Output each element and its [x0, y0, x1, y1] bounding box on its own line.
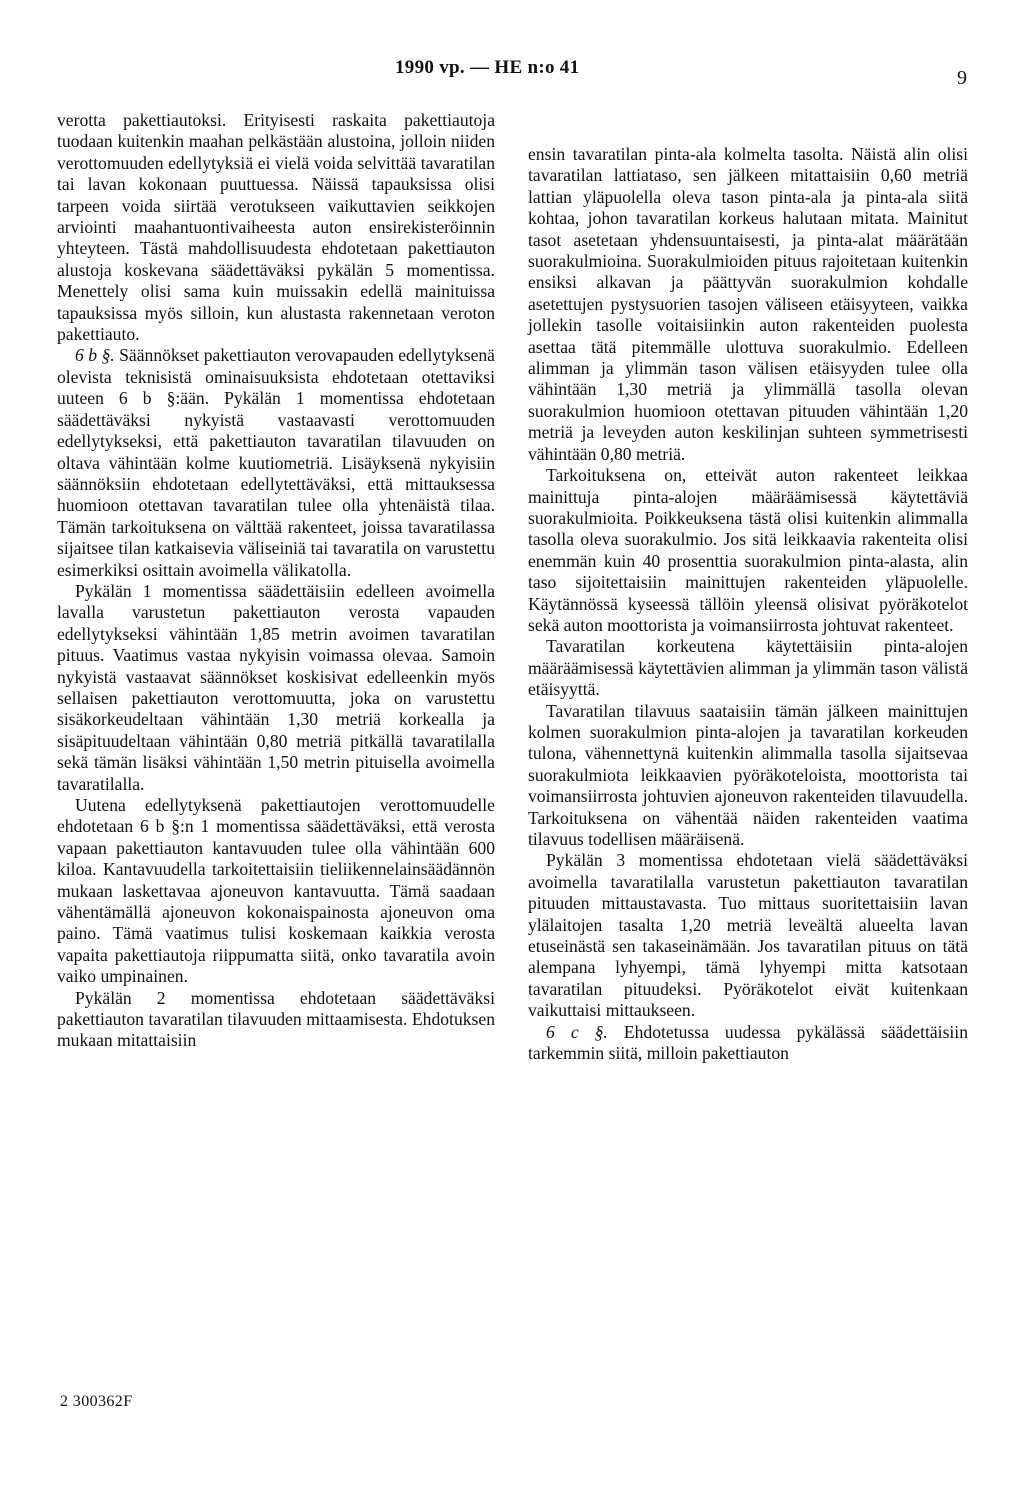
- paragraph: Pykälän 3 momentissa ehdotetaan vielä säädettäväksi avoimella tavaratilalla varustetun pakettiauton tavaratilan pituuden mittaustavasta. Tuo mittaus suoritettaisiin lavan ylälaitojen tasalta 1,20 metriä leveältä alueelta lavan etuseinästä sen takaseinämään. Jos tavaratilan pituus on tätä alempana lyhyempi, tämä lyhyempi mitta katsotaan tavaratilan pituudeksi. Pyöräkotelot eivät kuitenkaan vaikuttaisi mittaukseen.: [528, 850, 968, 1021]
- paragraph-text: Ehdotetussa uudessa pykälässä säädettäisiin tarkemmin siitä, milloin pakettiauton: [528, 1021, 968, 1064]
- paragraph: verotta pakettiautoksi. Erityisesti raskaita pakettiautoja tuodaan kuitenkin maahan pelkästään alustoina, jolloin niiden verottomuuden edellytyksiä ei vielä voida selvittää tavaratilan tai lavan kokonaan puuttuessa. Näissä tapauksissa olisi tarpeen voida siirtää verotukseen vaikuttavien seikkojen arviointi maahantuontivaiheesta auton ensirekisteröinnin yhteyteen. Tästä mahdollisuudesta ehdotetaan pakettiauton alustoja koskevana säädettäväksi pykälän 5 momentissa. Menettely olisi sama kuin muissakin edellä mainituissa tapauksissa myös silloin, kun alustasta rakennetaan veroton pakettiauto.: [57, 110, 495, 345]
- paragraph: Pykälän 1 momentissa säädettäisiin edelleen avoimella lavalla varustetun pakettiauton verosta vapauden edellytykseksi vähintään 1,85 metrin avoimen tavaratilan pituus. Vaatimus vastaa nykyisin voimassa olevaa. Samoin nykyistä vastaavat säännökset koskisivat edelleenkin myös sellaisen pakettiauton verottomuutta, joka on varustettu sisäkorkeudeltaan vähintään 1,30 metriä korkealla ja sisäpituudeltaan vähintään 0,80 metriä pitkällä tavaratilalla sekä tämän lisäksi vähintään 1,50 metrin pituisella avoimella tavaratilalla.: [57, 580, 495, 794]
- left-column: [57, 110, 495, 1052]
- right-column: [528, 144, 968, 1064]
- paragraph: Tarkoituksena on, etteivät auton rakenteet leikkaa mainittuja pinta-alojen määräämisessä käytettäviä suorakulmioita. Poikkeuksena tästä olisi kuitenkin alimmalla tasolla oleva suorakulmio. Jos sitä leikkaavia rakenteita olisi enemmän kuin 40 prosenttia suorakulmion pinta-alasta, alin taso sijoitettaisiin mainittujen rakenteiden yläpuolelle. Käytännössä kyseessä tällöin yleensä olisivat pyöräkotelot sekä auton moottorista ja voimansiirrosta johtuvat rakenteet.: [528, 465, 968, 635]
- paragraph: [528, 1022, 968, 1065]
- paragraph: [57, 345, 495, 580]
- page-header: [0, 57, 1024, 87]
- paragraph: Tavaratilan korkeutena käytettäisiin pinta-alojen määräämisessä käytettävien alimman ja ylimmän tason välistä etäisyyttä.: [528, 636, 968, 700]
- paragraph: ensin tavaratilan pinta-ala kolmelta tasolta. Näistä alin olisi tavaratilan lattiataso, sen jälkeen mitattaisiin 0,60 metriä lattian yläpuolella oleva tason pinta-ala ja pinta-ala siitä kohtaa, johon tavaratilan korkeus halutaan mitata. Mainitut tasot asetetaan yhdensuuntaisesti, ja pinta-alat määrätään suorakulmioina. Suorakulmioiden pituus rajoitetaan kuitenkin ensiksi alkavan ja päättyvän suorakulmion kohdalle asetettujen pystysuorien tasojen väliseen etäisyyteen, vaikka jollekin tasolle voitaisiinkin auton rakenteiden puolesta asettaa tätä pitemmälle ulottuva suorakulmio. Edelleen alimman ja ylimmän tason välisen etäisyyden tulee olla vähintään 1,30 metriä ja ylimmällä tasolla olevan suorakulmion huomioon otettavan pituuden vähintään 1,20 metriä ja leveyden auton keskilinjan suhteen symmetrisesti vähintään 0,80 metriä.: [528, 144, 968, 464]
- paragraph: Tavaratilan tilavuus saataisiin tämän jälkeen mainittujen kolmen suorakulmion pinta-alojen ja tavaratilan korkeuden tulona, vähennettynä kuitenkin alimmalla tasolla sijaitsevaa suorakulmiota leikkaavien pyöräkoteloista, moottorista tai voimansiirrosta johtuvien ajoneuvon rakenteiden tilavuudella. Tarkoituksena on vähentää näiden rakenteiden vaatima tilavuus todellisen määräisenä.: [528, 700, 968, 849]
- running-title: 1990 vp. — HE n:o 41: [395, 57, 580, 78]
- page-number: 9: [957, 67, 967, 89]
- print-code: 2 300362F: [60, 1393, 133, 1410]
- section-reference: 6 c §.: [546, 1021, 608, 1042]
- paragraph: Pykälän 2 momentissa ehdotetaan säädettäväksi pakettiauton tavaratilan tilavuuden mittaamisesta. Ehdotuksen mukaan mitattaisiin: [57, 987, 495, 1051]
- paragraph: Uutena edellytyksenä pakettiautojen verottomuudelle ehdotetaan 6 b §:n 1 momentissa säädettäväksi, että verosta vapaan pakettiauton kantavuuden tulee olla vähintään 600 kiloa. Kantavuudella tarkoitettaisiin tieliikennelainsäädännön mukaan laskettavaa ajoneuvon kantavuutta. Tämä saadaan vähentämällä ajoneuvon kokonaispainosta ajoneuvon oma paino. Tämä vaatimus tulisi koskemaan kaikkia verosta vapaita pakettiautoja riippumatta siitä, onko tavaratila avoin vaiko umpinainen.: [57, 795, 495, 987]
- paragraph-text: Säännökset pakettiauton verovapauden edellytyksenä olevista teknisistä ominaisuuksista ehdotetaan otettaviksi uuteen 6 b §:ään. Pykälän 1 momentissa ehdotetaan säädettäväksi nykyistä vastaavasti verottomuuden edellytykseksi, että pakettiauton tavaratilan tilavuuden on oltava vähintään kolme kuutiometriä. Lisäyksenä nykyisiin säännöksiin ehdotetaan edellytettäväksi, että mittauksessa huomioon otettavan tavaratilan tulee olla yhtenäistä tilaa. Tämän tarkoituksena on välttää rakenteet, joissa tavaratilassa sijaitsee tilan katkaisevia väliseiniä tai tavaratila on varustettu esimerkiksi osittain avoimella välikatolla.: [57, 345, 495, 580]
- section-reference: 6 b §.: [75, 345, 115, 366]
